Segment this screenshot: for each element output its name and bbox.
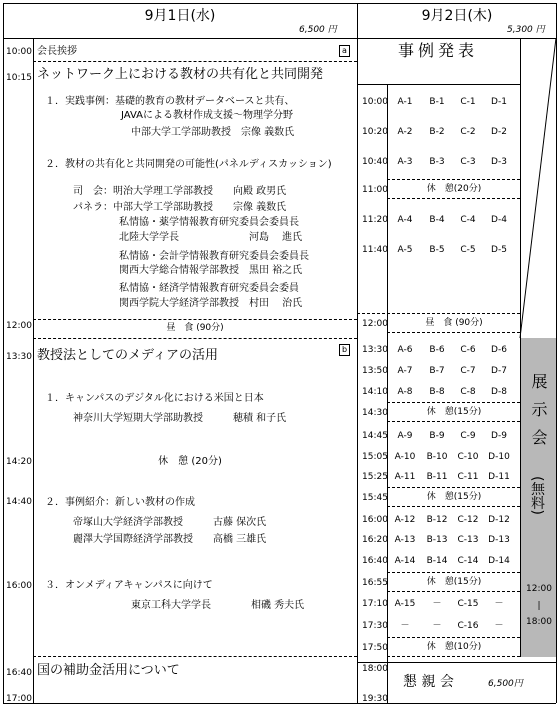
session-cell: B-6 xyxy=(429,345,445,355)
session-cell: C-2 xyxy=(460,127,476,137)
talk2-chair: 司 会：明治大学理工学部教授 向殿 政男氏 xyxy=(73,186,287,197)
session-cell: A-15 xyxy=(394,599,416,609)
day2-time: 11:40 xyxy=(362,245,388,255)
session-cell: B-9 xyxy=(429,431,445,441)
talk2-title: ２．教材の共有化と共同開発の可能性(パネルディスカッション) xyxy=(45,159,332,170)
room-marker-a: a xyxy=(339,45,350,57)
session-cell: B-11 xyxy=(426,472,448,482)
session-cell: C-4 xyxy=(460,215,476,225)
day1-time: 12:00 xyxy=(6,321,32,331)
talk2-panel3: 関西大学総合情報学部教授 黒田 裕之氏 xyxy=(119,265,303,276)
break-divider xyxy=(387,637,520,638)
talk4-speaker2: 麗澤大学国際経済学部教授 高橋 三雄氏 xyxy=(73,534,267,545)
talk4-title: ２．事例紹介：新しい教材の作成 xyxy=(45,497,195,508)
talk2-panel3-org: 私情協・会計学情報教育研究委員会委員長 xyxy=(119,251,309,262)
day2-time: 16:00 xyxy=(362,515,388,525)
talk3-title: １．キャンパスのデジタル化における米国と日本 xyxy=(45,393,264,404)
day2-fee: 5,300 円 xyxy=(507,25,545,35)
talk4-speaker1: 帝塚山大学経済学部教授 古藤 保次氏 xyxy=(73,517,267,528)
break-label: 休 憩(15分) xyxy=(426,577,482,587)
session-cell: C-14 xyxy=(457,556,479,566)
session-cell: A-8 xyxy=(397,387,413,397)
session-cell: D-9 xyxy=(491,431,507,441)
session-cell: C-16 xyxy=(457,621,479,631)
talk1-title: １．実践事例：基礎的教育の教材データベースと共有、 xyxy=(45,96,295,107)
talk2-panel4: 関西学院大学経済学部教授 村田 治氏 xyxy=(119,298,303,309)
day1-time: 10:00 xyxy=(6,47,32,57)
day2-time: 10:40 xyxy=(362,157,388,167)
day2-title-divider xyxy=(357,84,520,85)
exhibit-label: 展示会 xyxy=(529,373,548,457)
session-cell: B-7 xyxy=(429,366,445,376)
exhibit-end: 18:00 xyxy=(526,617,552,627)
day2-time: 14:45 xyxy=(362,431,388,441)
session-cell: B-5 xyxy=(429,245,445,255)
session-cell: C-1 xyxy=(460,97,476,107)
break-label: 休 憩(10分) xyxy=(426,642,482,652)
session-cell: － xyxy=(400,621,410,631)
session-cell: A-3 xyxy=(397,157,413,167)
session-cell: D-7 xyxy=(491,366,507,376)
day2-time: 17:30 xyxy=(362,621,388,631)
party-time: 18:00 xyxy=(362,664,388,674)
talk2-panel2-org: 私情協・薬学情報教育研究委員会委員長 xyxy=(119,217,299,228)
session-cell: D-12 xyxy=(488,515,510,525)
talk5-title: ３．オンメディアキャンパスに向けて xyxy=(45,580,213,591)
day1-time: 13:30 xyxy=(6,352,32,362)
day1-header: 9月1日(水) xyxy=(144,8,216,24)
session-cell: B-10 xyxy=(426,452,448,462)
day2-time: 17:10 xyxy=(362,599,388,609)
exhibit-start: 12:00 xyxy=(526,584,552,594)
session-cell: A-12 xyxy=(394,515,416,525)
session-cell: B-14 xyxy=(426,556,448,566)
session-cell: A-7 xyxy=(397,366,413,376)
break-divider xyxy=(387,591,520,592)
session-cell: C-7 xyxy=(460,366,476,376)
session-a-title: ネットワーク上における教材の共有化と共同開発 xyxy=(37,67,324,82)
session-cell: C-13 xyxy=(457,535,479,545)
day2-time: 14:30 xyxy=(362,408,388,418)
break-divider xyxy=(387,421,520,422)
session-cell: B-3 xyxy=(429,157,445,167)
session-cell: － xyxy=(494,599,504,609)
session-cell: B-2 xyxy=(429,127,445,137)
day2-time: 10:00 xyxy=(362,97,388,107)
break-divider xyxy=(387,179,520,180)
session-cell: D-2 xyxy=(491,127,507,137)
room-marker-b: b xyxy=(339,344,350,356)
session-cell: － xyxy=(432,621,442,631)
session-cell: A-13 xyxy=(394,535,416,545)
day2-time: 13:50 xyxy=(362,366,388,376)
session-cell: A-5 xyxy=(397,245,413,255)
session-cell: A-11 xyxy=(394,472,416,482)
session-cell: C-10 xyxy=(457,452,479,462)
break-divider xyxy=(387,402,520,403)
day1-time: 10:15 xyxy=(6,73,32,83)
session-cell: C-6 xyxy=(460,345,476,355)
day2-time: 11:20 xyxy=(362,215,388,225)
day2-header: 9月2日(木) xyxy=(421,8,493,24)
party-end: 19:30 xyxy=(362,694,388,704)
break-label: 休 憩(15分) xyxy=(426,492,482,502)
session-cell: A-14 xyxy=(394,556,416,566)
session-cell: A-9 xyxy=(397,431,413,441)
session-cell: B-8 xyxy=(429,387,445,397)
talk2-panel4-org: 私情協・経済学情報教育研究委員会委員 xyxy=(119,283,299,294)
session-cell: D-4 xyxy=(491,215,507,225)
talk2-panel2: 北陸大学学長 河島 進氏 xyxy=(119,232,303,243)
session-cell: C-3 xyxy=(460,157,476,167)
session-cell: A-4 xyxy=(397,215,413,225)
party-label: 懇 親 会 xyxy=(403,674,454,690)
session-cell: C-12 xyxy=(457,515,479,525)
break-divider xyxy=(387,506,520,507)
session-cell: D-1 xyxy=(491,97,507,107)
session-cell: D-3 xyxy=(491,157,507,167)
day1-end-time: 17:00 xyxy=(6,694,32,704)
break-divider xyxy=(387,656,520,657)
break-divider xyxy=(387,487,520,488)
break-divider xyxy=(387,198,520,199)
session-cell: C-8 xyxy=(460,387,476,397)
day2-time: 17:50 xyxy=(362,643,388,653)
session-cell: D-14 xyxy=(488,556,510,566)
session-cell: C-9 xyxy=(460,431,476,441)
talk5-speaker: 東京工科大学学長 相磯 秀夫氏 xyxy=(131,600,305,611)
session-cell: A-2 xyxy=(397,127,413,137)
day1-fee: 6,500 円 xyxy=(299,25,337,35)
break-divider xyxy=(387,332,520,333)
lunch-label: 昼 食 (90分) xyxy=(166,323,224,333)
day2-time: 16:55 xyxy=(362,578,388,588)
session-cell: A-10 xyxy=(394,452,416,462)
session-cell: B-4 xyxy=(429,215,445,225)
session-cell: － xyxy=(494,621,504,631)
party-divider xyxy=(357,662,556,663)
lunch-divider xyxy=(357,313,520,314)
exhibit-dash: | xyxy=(537,601,541,611)
day2-time: 15:25 xyxy=(362,472,388,482)
session-cell: D-5 xyxy=(491,245,507,255)
exhibit-note: (無料) xyxy=(529,476,545,515)
talk1-speaker: 中部大学工学部助教授 宗像 義数氏 xyxy=(131,127,295,138)
session-cell: A-6 xyxy=(397,345,413,355)
day2-time: 13:30 xyxy=(362,345,388,355)
opening-address: 会長挨拶 xyxy=(37,46,77,57)
talk1-subtitle: JAVAによる教材作成支援～物理学分野 xyxy=(121,110,294,121)
break-label: 休 憩 (20分) xyxy=(158,456,222,467)
day2-title: 事例発表 xyxy=(397,41,479,60)
break-label: 昼 食 (90分) xyxy=(425,318,483,328)
day2-time: 16:40 xyxy=(362,556,388,566)
session-cell: C-5 xyxy=(460,245,476,255)
break-label: 休 憩(20分) xyxy=(426,184,482,194)
talk2-panel1: パネラ：中部大学工学部助教授 宗像 義数氏 xyxy=(73,202,287,213)
session-cell: A-1 xyxy=(397,97,413,107)
session-cell: B-12 xyxy=(426,515,448,525)
day1-time: 14:20 xyxy=(6,457,32,467)
session-cell: B-1 xyxy=(429,97,445,107)
day2-time: 12:00 xyxy=(362,319,388,329)
session-cell: D-13 xyxy=(488,535,510,545)
session-cell: D-10 xyxy=(488,452,510,462)
day2-time: 15:45 xyxy=(362,493,388,503)
session-cell: D-6 xyxy=(491,345,507,355)
day2-time: 14:10 xyxy=(362,387,388,397)
session-cell: C-15 xyxy=(457,599,479,609)
session-cell: D-11 xyxy=(488,472,510,482)
break-label: 休 憩(15分) xyxy=(426,407,482,417)
day2-time: 16:20 xyxy=(362,535,388,545)
day1-time: 16:40 xyxy=(6,668,32,678)
day2-time: 15:05 xyxy=(362,452,388,462)
closing-title: 国の補助金活用について xyxy=(37,663,180,678)
session-cell: B-13 xyxy=(426,535,448,545)
session-cell: C-11 xyxy=(457,472,479,482)
day2-time: 10:20 xyxy=(362,127,388,137)
session-b-title: 教授法としてのメディアの活用 xyxy=(37,348,218,363)
break-divider xyxy=(387,572,520,573)
day1-time: 16:00 xyxy=(6,581,32,591)
session-cell: D-8 xyxy=(491,387,507,397)
session-cell: － xyxy=(432,599,442,609)
day2-time: 11:00 xyxy=(362,185,388,195)
party-fee: 6,500円 xyxy=(488,679,523,689)
day1-time: 14:40 xyxy=(6,497,32,507)
talk3-speaker: 神奈川大学短期大学部助教授 穂積 和子氏 xyxy=(73,413,287,424)
